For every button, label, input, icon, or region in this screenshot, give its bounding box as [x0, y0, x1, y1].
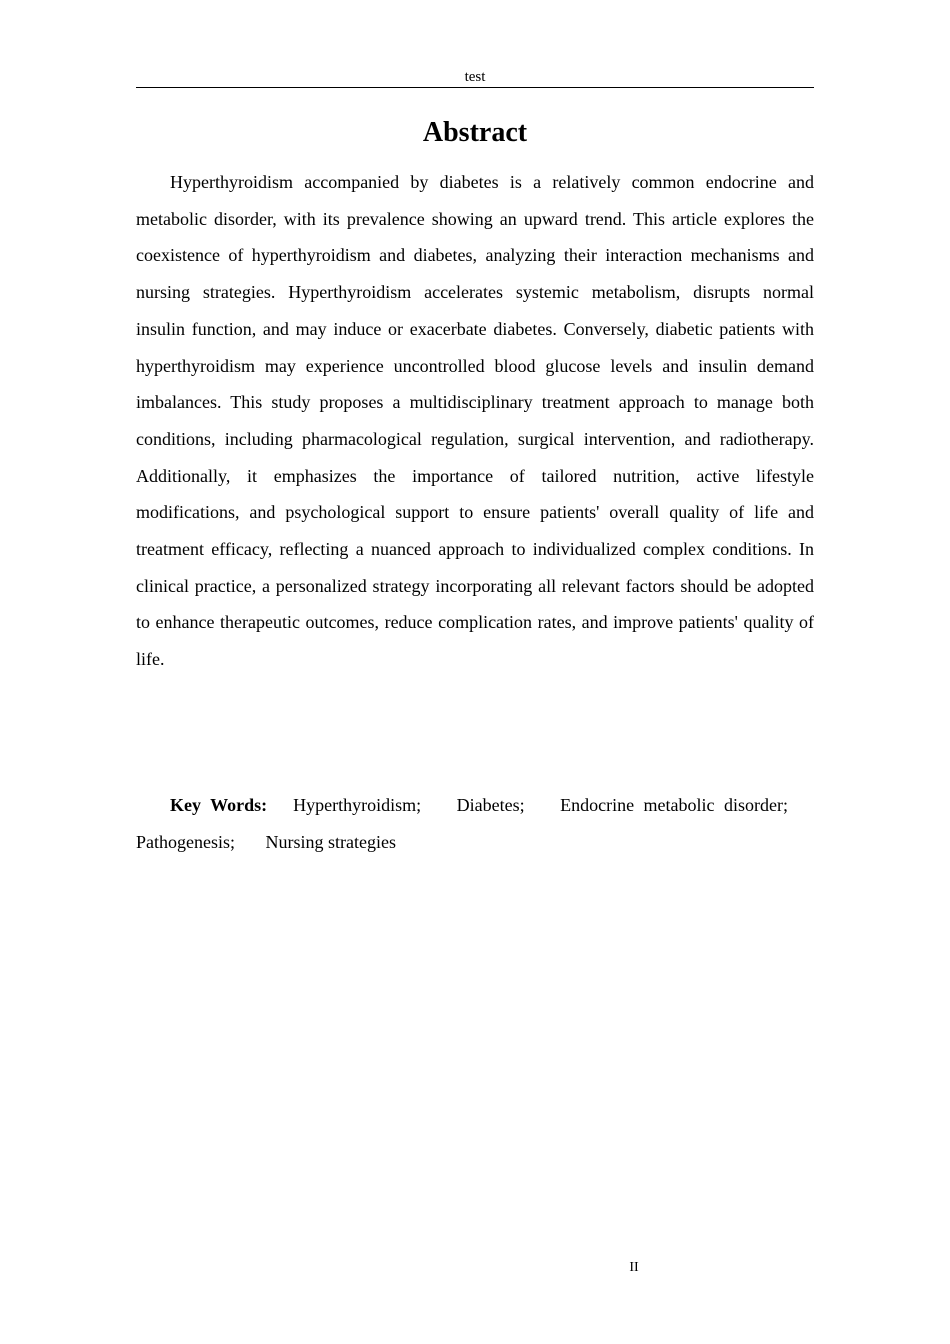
keyword-item: Nursing strategies	[265, 831, 396, 852]
keyword-item: Diabetes;	[456, 795, 525, 815]
abstract-body: Hyperthyroidism accompanied by diabetes is a relatively common endocrine and metabolic disorder, with its prevalence showing an upward trend. This article explores the coexistence of hyperthyroidism and diabetes, analyzing their interaction mechanisms and nursing strategies. Hyperthyroidism accelerates systemic metabolism, disrupts normal insulin function, and may induce or exacerbate diabetes. Conversely, diabetic patients with hyperthyroidism may experience uncontrolled blood glucose levels and insulin demand imbalances. This study proposes a multidisciplinary treatment approach to manage both conditions, including pharmacological regulation, surgical intervention, and radiotherapy. Additionally, it emphasizes the importance of tailored nutrition, active lifestyle modifications, and psychological support to ensure patients' overall quality of life and treatment efficacy, reflecting a nuanced approach to individualized complex conditions. In clinical practice, a personalized strategy incorporating all relevant factors should be adopted to enhance therapeutic outcomes, reduce complication rates, and improve patients' quality of life.	[136, 172, 814, 670]
page-header	[136, 68, 814, 88]
keyword-item: Hyperthyroidism;	[293, 795, 422, 815]
keywords-section	[136, 787, 814, 860]
abstract-title: Abstract	[422, 117, 528, 148]
header-text: test	[464, 69, 486, 85]
keyword-item: Endocrine metabolic disorder;	[560, 795, 788, 815]
page-number: II	[629, 1260, 639, 1275]
keywords-label: Key Words:	[170, 795, 268, 815]
keyword-item: Pathogenesis;	[136, 831, 235, 852]
